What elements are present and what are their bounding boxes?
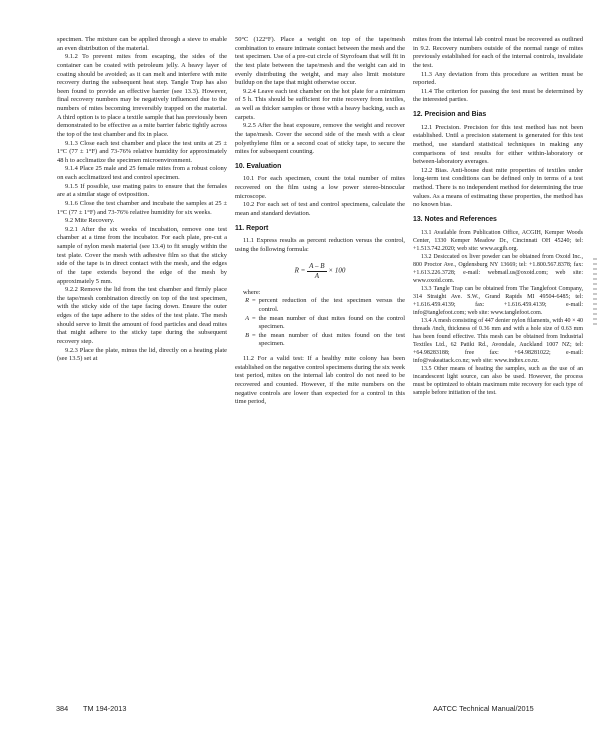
paragraph: 50°C (122°F). Place a weight on top of the tape/mesh combination to ensure intimate contact between the mesh and the test specimen. Use of a pre-cut circle of Styrofoam that will fit in the test plate between the tape/mesh and the weight can aid in evenly distributing the weight, and may also limit moisture buildup on the tape that might otherwise occur. [235,36,405,87]
paragraph: 9.1.5 If possible, use mating pairs to ensure that the females are at a similar stage of oviposition. [57,182,227,199]
paragraph: 9.1.2 To prevent mites from escaping, the sides of the container can be coated with petroleum jelly. A heavy layer of coating should be avoided; as it can melt and interfere with mite recovery during the subsequent heat step. Tangle Trap has also been found to provide an effective barrier (see 13.3). However, final recovery numbers may be negatively influenced due to the numbers of mites becoming irreversibly trapped on the material. A third option is to place a textile sample that has previously been demonstrated to be effective as a mite barrier fabric tightly across the top of the test chamber and fix in place. [57,53,227,138]
section-10-body [235,175,405,218]
paragraph: specimen. The mixture can be applied through a sieve to enable an even distribution of the material. [57,36,227,52]
definition-text: the mean number of dust mites found on the control specimen. [258,314,405,331]
section-12-heading: 12. Precision and Bias [413,111,487,118]
formula-numerator: A – B [309,262,325,271]
where-label: where: [243,288,261,296]
paragraph: 9.1.3 Close each test chamber and place the test units at 25 ± 1°C (77 ± 1°F) and 73-76% relative humidity for approximately 48 h to acclimatize the specimen microenvironment. [57,139,227,164]
paragraph: 12.2 Bias. Anti-house dust mite properties of textiles under long-term test conditions can be defined only in terms of a test method. There is no independent method for determining the true values. As a means of estimating these properties, the method has no known bias. [413,166,583,209]
definition-symbol: B [245,331,249,339]
paragraph: 9.2 Mite Recovery. [65,217,115,225]
paragraph: 12.1 Precision. Precision for this test method has not been established. Until a precision statement is generated for this test method, use standard statistical techniques in making any comparisons of test results for either within-laboratory or between-laboratory averages. [413,123,583,166]
margin-scan-mark [593,258,597,328]
manual-title: AATCC Technical Manual/2015 [433,704,534,713]
formula-definition [235,297,405,314]
section-11-heading: 11. Report [235,224,269,232]
paragraph: 13.4 A mesh consisting of 447 denier nylon filaments, with 40 × 40 threads /inch, thickness of 0.36 mm and with a hole size of 0.63 mm has been found effective. This mesh can be obtained from Industrial Textiles Ltd., 62 Patiki Rd., Avondale, Auckland 1007 NZ; tel: +64.98283188; free fax: +64.98281022; e-mail: info@vakeattack.co.nz; web site: www.indtex.co.nz. [413,317,583,364]
definition-text: percent reduction of the test specimen versus the control. [258,297,405,313]
section-13-body [413,229,583,397]
paragraph: mites from the internal lab control must be recovered as outlined in 9.2. Recovery numbers outside of the normal range of mites previously established for each of the internal controls, invalidate the test. [413,36,583,69]
column-3-continued-text [413,36,583,105]
paragraph: 11.3 Any deviation from this procedure as written must be reported. [413,70,583,87]
percent-reduction-formula [235,262,405,280]
paragraph: 10.1 For each specimen, count the total number of mites recovered on the film using a low power stereo-binocular microscope. [235,175,405,200]
validity-paragraph: 11.2 For a valid test: If a healthy mite colony has been established on the negative control specimens during the six week test period, mites on the internal lab control do not need to be recovered and counted. However, if the mite numbers on the negative controls are lower than expected for a control in this time period, [235,355,406,406]
paragraph: 13.1 Available from Publication Office, ACGIH, Kemper Woods Center, 1330 Kemper Meadow Dr., Cincinnati OH 45240; tel: +1.513.742.2020; web site: www.acgih.org. [413,229,583,252]
paragraph: 13.3 Tangle Trap can be obtained from The Tanglefoot Company, 314 Straight Ave. S.W., Grand Rapids MI 49504-6485; tel: +1.616.459.4139; fax: +1.616.459.4139; e-mail: info@tanglefoot.com; web site: www.tanglefoot.com. [413,285,583,316]
paragraph: 9.2.2 Remove the lid from the test chamber and firmly place the tape/mesh combination directly on top of the test specimen, with the sticky side of the tape facing down. Ensure the outer edges of the tape adhere to the sides of the test plate. The mesh should serve to limit the amount of food particles and dead mites that might adhere to the sticky tape during the subsequent recovery step. [57,286,227,345]
definition-equals: = [252,297,256,305]
paragraph: 9.2.1 After the six weeks of incubation, remove one test chamber at a time from the incubator. For each plate, pre-cut a sample of nylon mesh material (see 13.4) to fit snugly within the test plate. Cover the mesh with adhesive film so that the sticky side of the tape is in direct contact with the mesh, and the edges of the tape extends beyond the edge of the mesh by approximately 5 mm. [57,225,227,285]
paragraph: 9.1.6 Close the test chamber and incubate the samples at 25 ± 1°C (77 ± 1°F) and 73-76% relative humidity for six weeks. [57,199,227,216]
formula-denominator: A [314,272,320,280]
formula-lhs: R = [294,267,306,276]
definition-symbol: A [245,314,249,322]
definition-equals: = [252,314,256,322]
paragraph: 9.2.5 After the heat exposure, remove the weight and recover the tape/mesh. Cover the second side of the mesh with a clear polyethylene film or a second coat of sticky tape, to secure the mites for subsequent counting. [235,122,405,156]
paragraph: 9.1.4 Place 25 male and 25 female mites from a robust colony on each acclimatized test and control specimen. [57,165,227,181]
definition-symbol: R [245,297,249,305]
paragraph: 13.2 Desiccated ox liver powder can be obtained from Oxoid Inc., 800 Proctor Ave., Ogdensburg NY 13669; tel: +1.800.567.8378; fax: +1.613.226.3728; e-mail: webmail.us@oxoid.com; web site: www.oxoid.com. [413,253,583,284]
section-10-heading: 10. Evaluation [235,162,282,170]
section-13-heading: 13. Notes and References [413,215,497,223]
formula-definition [235,315,405,332]
definition-equals: = [252,331,256,339]
formula-rhs: × 100 [328,267,346,276]
formula-definitions [235,297,405,349]
formula-fraction [307,262,326,280]
definition-text: the mean number of dust mites found on the test specimen. [258,331,405,348]
paragraph: 11.4 The criterion for passing the test must be determined by the interested parties. [413,87,583,104]
page-number: 384 [56,704,69,713]
paragraph: 13.5 Other means of heating the samples, such as the use of an incandescent light source, can also be used. However, the process must be optimized to obtain maximum mite recovery for each type of sample before initiation of the test. [413,365,583,396]
column-1 [57,36,227,364]
column-2-continued-text [235,36,405,157]
formula-definition [235,332,405,349]
paragraph: 9.2.3 Place the plate, minus the lid, directly on a heating plate (see 13.5) set at [57,346,227,363]
paragraph: 9.2.4 Leave each test chamber on the hot plate for a minimum of 5 h. This should be sufficient for mite recovery from textiles, as well as thicker samples or those with a heavy backing, such as carpets. [235,87,405,121]
section-12-body [413,124,583,210]
paragraph: 10.2 For each set of test and control specimens, calculate the mean and standard deviation. [235,201,405,217]
report-intro: 11.1 Express results as percent reduction versus the control, using the following formula: [235,237,405,253]
column-3 [413,36,583,397]
standard-number: TM 194-2013 [83,704,127,713]
column-2 [235,36,405,407]
